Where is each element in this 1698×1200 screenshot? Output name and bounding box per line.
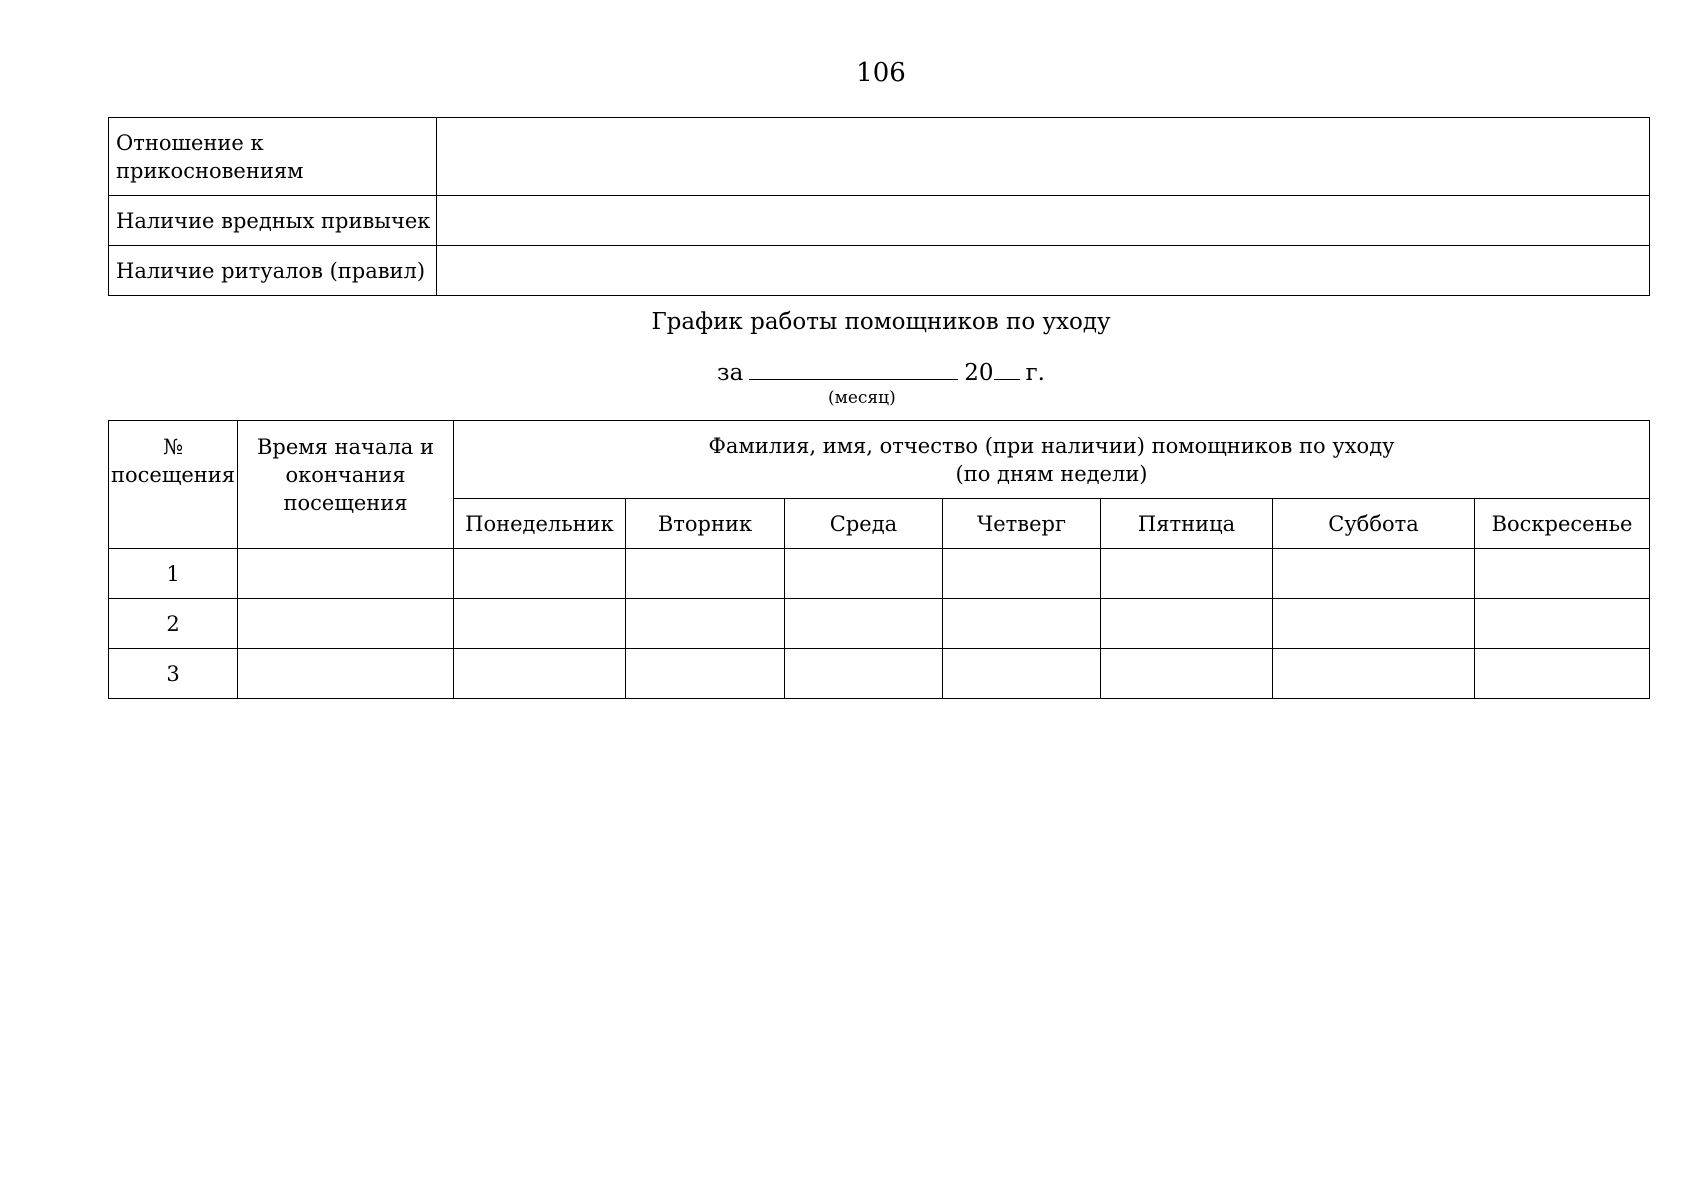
schedule-cell[interactable] (785, 649, 943, 699)
assistants-header-subtitle: (по дням недели) (955, 461, 1148, 486)
visit-time-cell[interactable] (238, 599, 454, 649)
schedule-cell[interactable] (1475, 649, 1650, 699)
visit-number-cell: 1 (109, 549, 238, 599)
visit-time-header: Время начала и окончания посещения (238, 421, 454, 549)
day-header-saturday: Суббота (1273, 499, 1475, 549)
schedule-title: График работы помощников по уходу (651, 309, 1111, 335)
table-row (109, 196, 1650, 246)
day-header-friday: Пятница (1101, 499, 1273, 549)
properties-table (108, 117, 1650, 296)
visit-number-cell: 3 (109, 649, 238, 699)
schedule-cell[interactable] (626, 649, 785, 699)
schedule-cell[interactable] (626, 599, 785, 649)
header-row (109, 421, 1650, 499)
property-value-cell[interactable] (437, 118, 1650, 196)
schedule-table (108, 420, 1650, 699)
visit-number-header: № посещения (109, 421, 238, 549)
schedule-cell[interactable] (943, 549, 1101, 599)
schedule-cell[interactable] (1273, 649, 1475, 699)
day-header-thursday: Четверг (943, 499, 1101, 549)
schedule-cell[interactable] (785, 599, 943, 649)
schedule-cell[interactable] (1101, 549, 1273, 599)
visit-time-cell[interactable] (238, 549, 454, 599)
schedule-cell[interactable] (943, 599, 1101, 649)
month-field[interactable] (749, 357, 958, 380)
table-row (109, 649, 1650, 699)
schedule-cell[interactable] (454, 649, 626, 699)
schedule-cell[interactable] (1273, 549, 1475, 599)
month-hint: (месяц) (828, 388, 896, 408)
schedule-cell[interactable] (626, 549, 785, 599)
page-number: 106 (856, 58, 906, 88)
schedule-cell[interactable] (1475, 599, 1650, 649)
table-row (109, 118, 1650, 196)
property-value-cell[interactable] (437, 246, 1650, 296)
year-prefix: 20 (964, 360, 994, 386)
property-label: Отношение к прикосновениям (109, 118, 437, 196)
assistants-header-title: Фамилия, имя, отчество (при наличии) помощников по уходу (708, 433, 1395, 458)
schedule-cell[interactable] (1273, 599, 1475, 649)
table-row (109, 549, 1650, 599)
day-header-monday: Понедельник (454, 499, 626, 549)
schedule-cell[interactable] (943, 649, 1101, 699)
year-field[interactable] (994, 357, 1020, 380)
visit-number-cell: 2 (109, 599, 238, 649)
day-header-wednesday: Среда (785, 499, 943, 549)
property-label: Наличие ритуалов (правил) (109, 246, 437, 296)
assistants-header (454, 421, 1650, 499)
schedule-cell[interactable] (1101, 649, 1273, 699)
visit-time-cell[interactable] (238, 649, 454, 699)
day-header-sunday: Воскресенье (1475, 499, 1650, 549)
schedule-cell[interactable] (454, 549, 626, 599)
schedule-cell[interactable] (1475, 549, 1650, 599)
schedule-cell[interactable] (785, 549, 943, 599)
schedule-cell[interactable] (454, 599, 626, 649)
period-line (0, 357, 1698, 388)
day-header-tuesday: Вторник (626, 499, 785, 549)
table-row (109, 246, 1650, 296)
property-label: Наличие вредных привычек (109, 196, 437, 246)
period-prefix: за (717, 360, 744, 386)
property-value-cell[interactable] (437, 196, 1650, 246)
table-row (109, 599, 1650, 649)
schedule-cell[interactable] (1101, 599, 1273, 649)
year-suffix: г. (1025, 360, 1045, 386)
